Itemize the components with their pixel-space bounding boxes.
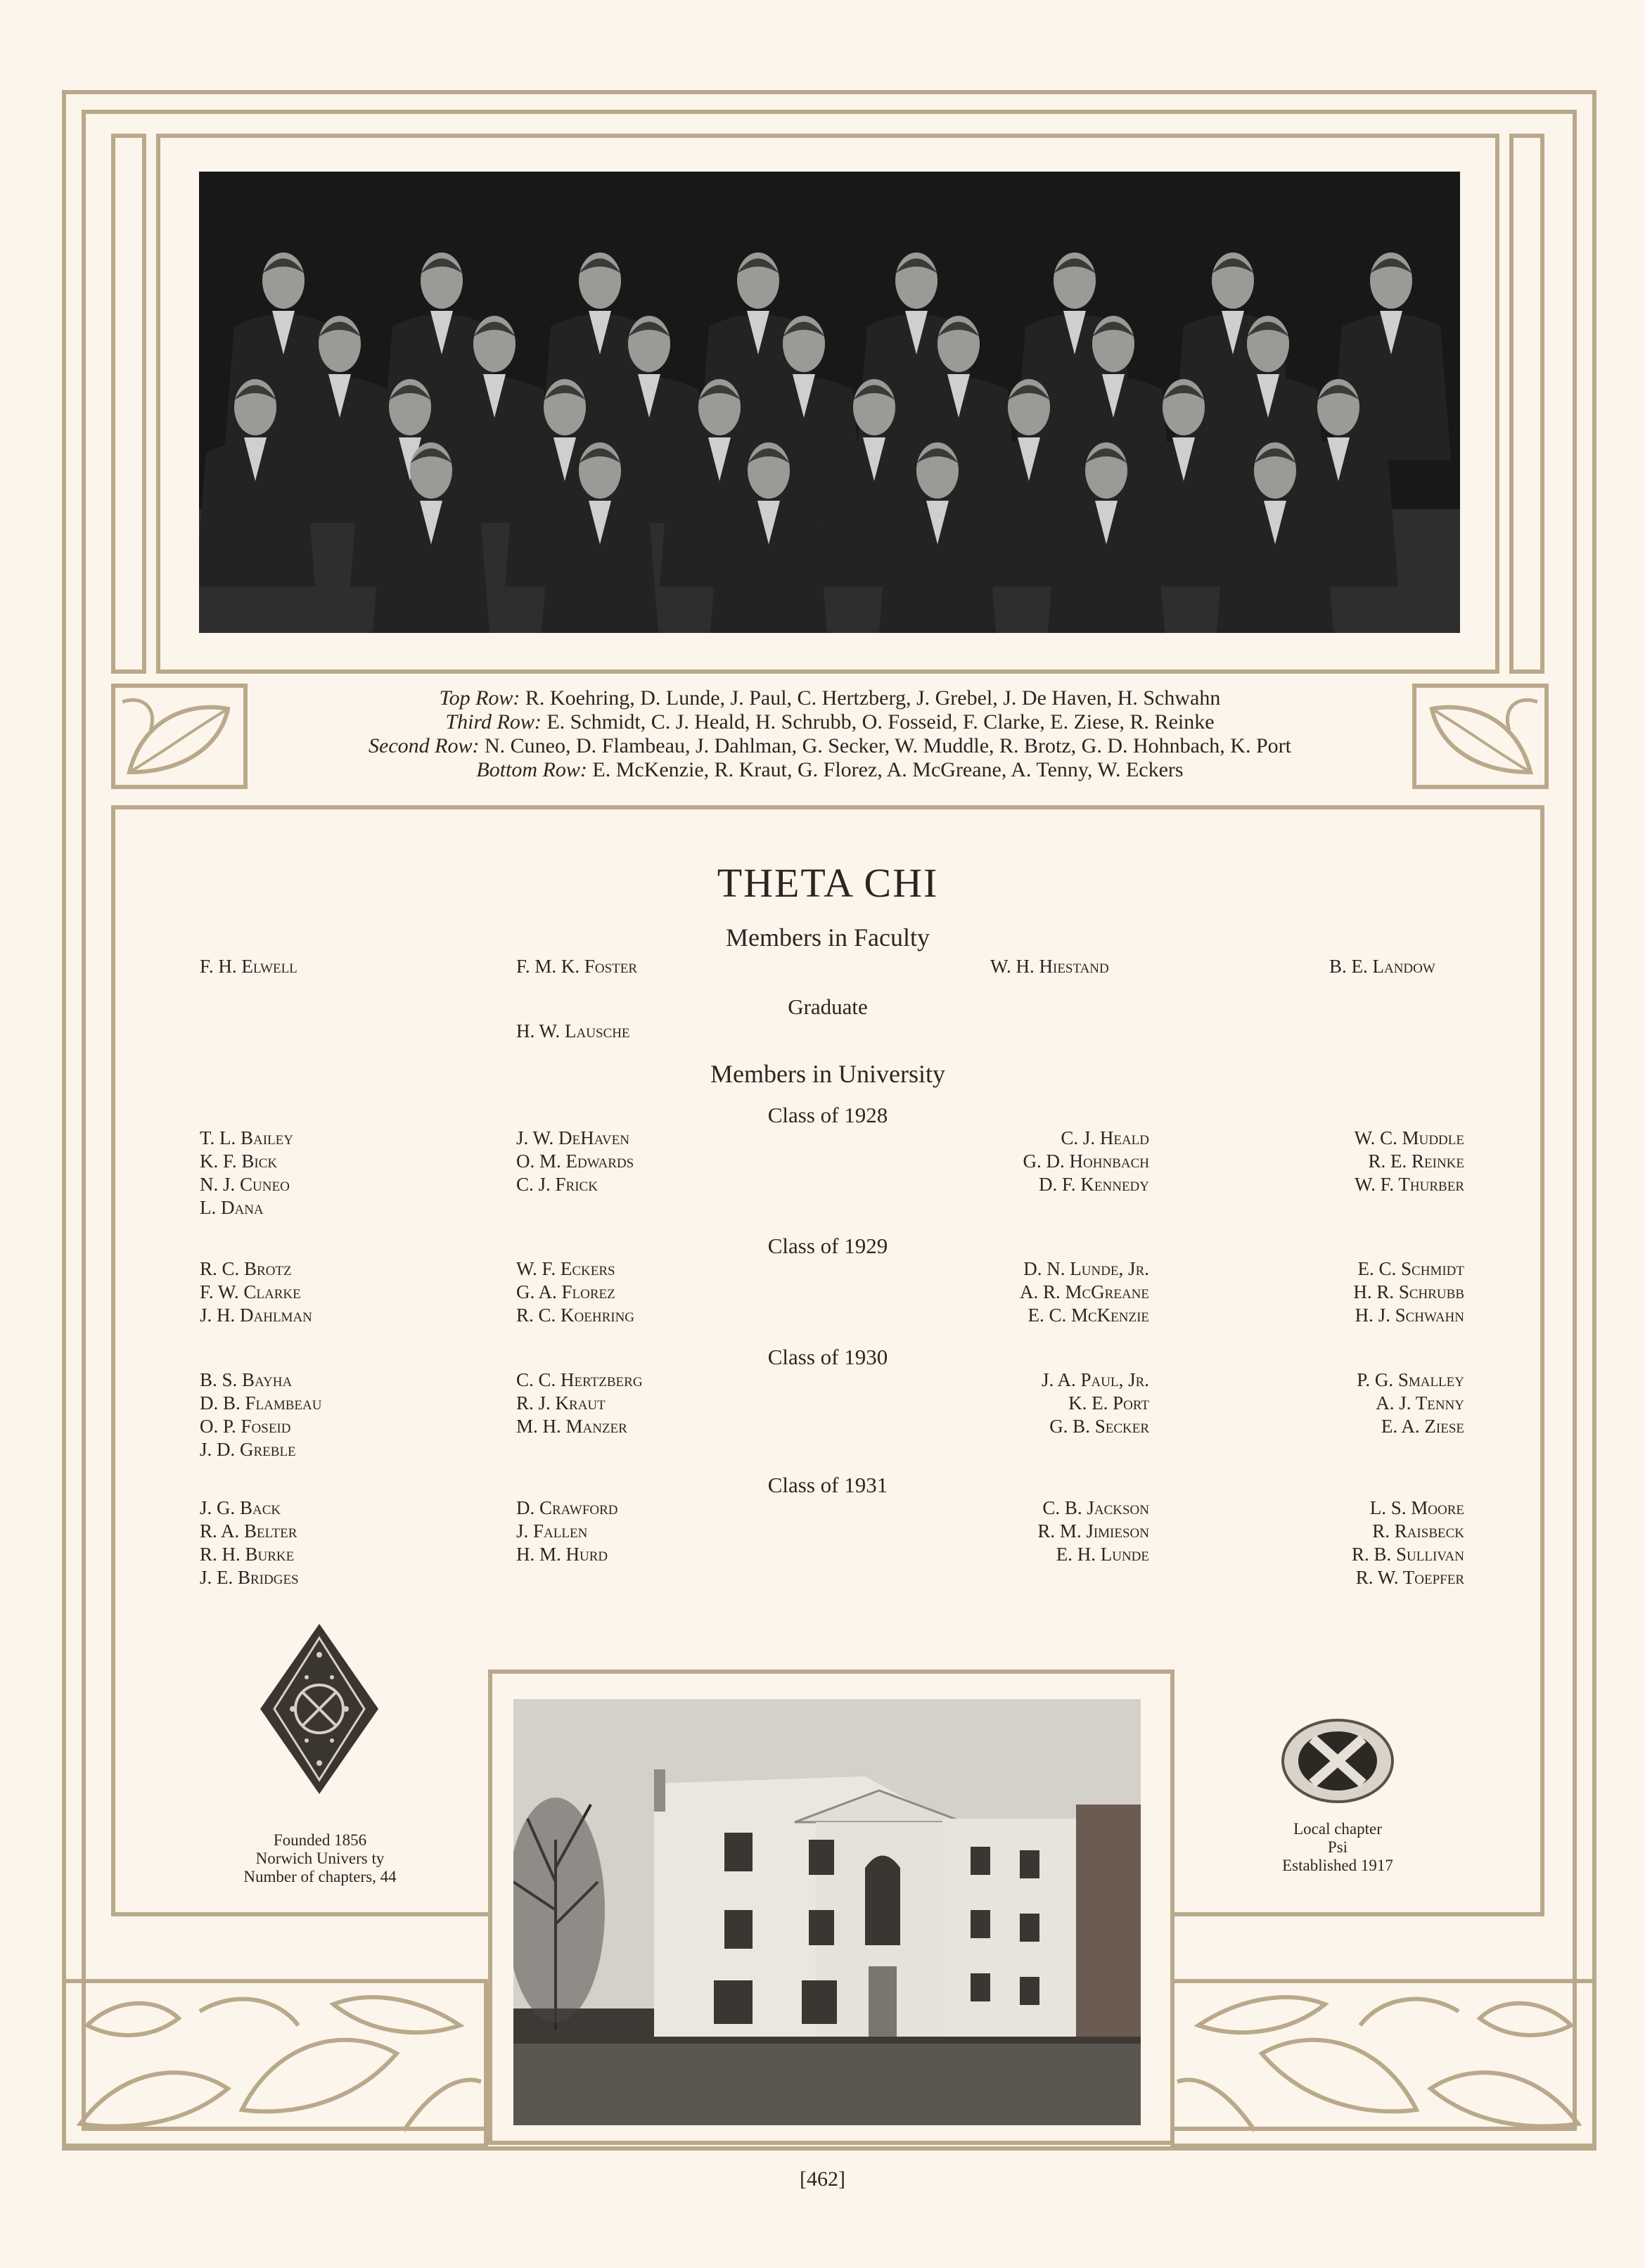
caption-row-label: Bottom Row:: [476, 758, 587, 781]
member-name: J. H. Dahlman: [200, 1305, 312, 1326]
local-line: Psi: [1327, 1838, 1348, 1856]
class-heading: Class of 1931: [767, 1473, 888, 1497]
class-column: [1037, 1497, 1149, 1566]
bottom-left-ornament: [62, 1979, 488, 2148]
class-column: [1357, 1369, 1464, 1438]
member-name: C. B. Jackson: [1042, 1497, 1149, 1518]
member-name: K. F. Bick: [200, 1151, 278, 1172]
class-column: [1020, 1257, 1149, 1327]
member-name: G. A. Florez: [516, 1281, 615, 1302]
class-column: [516, 1369, 643, 1438]
member-name: R. E. Reinke: [1368, 1151, 1464, 1172]
class-column: [200, 1257, 312, 1327]
member-name: R. W. Toepfer: [1355, 1567, 1464, 1588]
right-leaf-ornament: [1412, 684, 1549, 789]
local-chapter-info: [1232, 1820, 1443, 1875]
member-name: C. C. Hertzberg: [516, 1369, 643, 1390]
local-line: Established 1917: [1282, 1857, 1393, 1874]
member-name: W. F. Eckers: [516, 1258, 615, 1279]
left-side-bar: [111, 134, 146, 674]
member-name: L. Dana: [200, 1197, 264, 1218]
member-name: G. B. Secker: [1049, 1416, 1149, 1437]
member-name: R. C. Brotz: [200, 1258, 292, 1279]
caption-row: [253, 758, 1407, 782]
page-title: THETA CHI: [717, 860, 939, 906]
caption-row-names: N. Cuneo, D. Flambeau, J. Dahlman, G. Secker, W. Muddle, R. Brotz, G. D. Hohnbach, K. Port: [484, 734, 1291, 757]
member-name: D. F. Kennedy: [1039, 1174, 1149, 1195]
class-column: [1042, 1369, 1149, 1438]
member-name: H. R. Schrubb: [1353, 1281, 1464, 1302]
caption-row: [253, 686, 1407, 710]
member-name: D. Crawford: [516, 1497, 618, 1518]
graduate-heading: Graduate: [788, 994, 868, 1019]
caption-row-label: Top Row:: [439, 686, 520, 710]
member-name: J. G. Back: [200, 1497, 281, 1518]
founded-line: Norwich Univers ty: [255, 1850, 385, 1867]
member-name: N. J. Cuneo: [200, 1174, 290, 1195]
member-name: L. S. Moore: [1369, 1497, 1464, 1518]
class-column: [1353, 1257, 1464, 1327]
class-column: [200, 1127, 293, 1219]
member-name: C. J. Frick: [516, 1174, 598, 1195]
bottom-right-ornament: [1170, 1979, 1596, 2148]
house-photo: [513, 1699, 1141, 2125]
member-name: H. J. Schwahn: [1355, 1305, 1464, 1326]
group-photo: [199, 172, 1460, 633]
caption-row-label: Third Row:: [445, 710, 542, 733]
class-heading: Class of 1930: [767, 1345, 888, 1369]
right-side-bar: [1509, 134, 1544, 674]
member-name: G. D. Hohnbach: [1023, 1151, 1149, 1172]
caption-row-names: E. McKenzie, R. Kraut, G. Florez, A. McGreane, A. Tenny, W. Eckers: [592, 758, 1184, 781]
caption-row-label: Second Row:: [369, 734, 480, 757]
faculty-name: F. H. Elwell: [200, 956, 297, 977]
member-name: C. J. Heald: [1061, 1127, 1149, 1148]
member-name: R. A. Belter: [200, 1520, 297, 1542]
member-name: T. L. Bailey: [200, 1127, 293, 1148]
founded-info: [211, 1831, 429, 1886]
class-column: [1023, 1127, 1149, 1196]
member-name: W. C. Muddle: [1354, 1127, 1464, 1148]
class-column: [200, 1497, 299, 1589]
local-line: Local chapter: [1293, 1820, 1382, 1838]
member-name: W. F. Thurber: [1355, 1174, 1464, 1195]
member-name: R. M. Jimieson: [1037, 1520, 1149, 1542]
member-name: R. J. Kraut: [516, 1392, 606, 1414]
member-name: D. B. Flambeau: [200, 1392, 322, 1414]
fraternity-badge: [257, 1621, 381, 1797]
member-name: E. H. Lunde: [1056, 1544, 1149, 1565]
class-column: [516, 1127, 634, 1196]
caption-row: [253, 734, 1407, 758]
photo-caption: [253, 686, 1407, 782]
member-name: E. C. Schmidt: [1357, 1258, 1464, 1279]
member-name: H. M. Hurd: [516, 1544, 608, 1565]
caption-row-names: E. Schmidt, C. J. Heald, H. Schrubb, O. Fosseid, F. Clarke, E. Ziese, R. Reinke: [546, 710, 1215, 733]
member-name: R. C. Koehring: [516, 1305, 635, 1326]
faculty-name: B. E. Landow: [1329, 956, 1435, 977]
founded-line: Number of chapters, 44: [243, 1868, 397, 1885]
member-name: J. A. Paul, Jr.: [1041, 1369, 1149, 1390]
graduate-name: H. W. Lausche: [516, 1020, 630, 1042]
member-name: F. W. Clarke: [200, 1281, 301, 1302]
member-name: J. D. Greble: [200, 1439, 296, 1460]
member-name: B. S. Bayha: [200, 1369, 293, 1390]
class-column: [516, 1257, 634, 1327]
member-name: K. E. Port: [1068, 1392, 1149, 1414]
class-column: [1352, 1497, 1464, 1589]
member-name: J. Fallen: [516, 1520, 588, 1542]
university-heading: Members in University: [710, 1060, 945, 1088]
class-column: [200, 1369, 321, 1461]
faculty-name: W. H. Hiestand: [990, 956, 1109, 977]
member-name: O. P. Foseid: [200, 1416, 291, 1437]
member-name: J. W. DeHaven: [516, 1127, 629, 1148]
member-name: D. N. Lunde, Jr.: [1023, 1258, 1149, 1279]
member-name: P. G. Smalley: [1357, 1369, 1464, 1390]
member-name: E. A. Ziese: [1381, 1416, 1464, 1437]
class-heading: Class of 1928: [767, 1103, 888, 1127]
member-name: A. J. Tenny: [1376, 1392, 1464, 1414]
member-name: O. M. Edwards: [516, 1151, 634, 1172]
class-heading: Class of 1929: [767, 1234, 888, 1258]
caption-row-names: R. Koehring, D. Lunde, J. Paul, C. Hertzberg, J. Grebel, J. De Haven, H. Schwahn: [525, 686, 1221, 710]
member-name: M. H. Manzer: [516, 1416, 627, 1437]
member-name: R. B. Sullivan: [1351, 1544, 1464, 1565]
faculty-name: F. M. K. Foster: [516, 956, 638, 977]
chapter-pin: [1280, 1717, 1395, 1805]
member-name: E. C. McKenzie: [1028, 1305, 1149, 1326]
page-number: [462]: [800, 2167, 845, 2191]
left-leaf-ornament: [111, 684, 248, 789]
class-column: [516, 1497, 618, 1566]
faculty-heading: Members in Faculty: [726, 923, 930, 952]
member-name: R. H. Burke: [200, 1544, 295, 1565]
caption-row: [253, 710, 1407, 734]
member-name: A. R. McGreane: [1019, 1281, 1149, 1302]
class-column: [1355, 1127, 1464, 1196]
founded-line: Founded 1856: [273, 1831, 367, 1849]
member-name: J. E. Bridges: [200, 1567, 299, 1588]
member-name: R. Raisbeck: [1372, 1520, 1464, 1542]
